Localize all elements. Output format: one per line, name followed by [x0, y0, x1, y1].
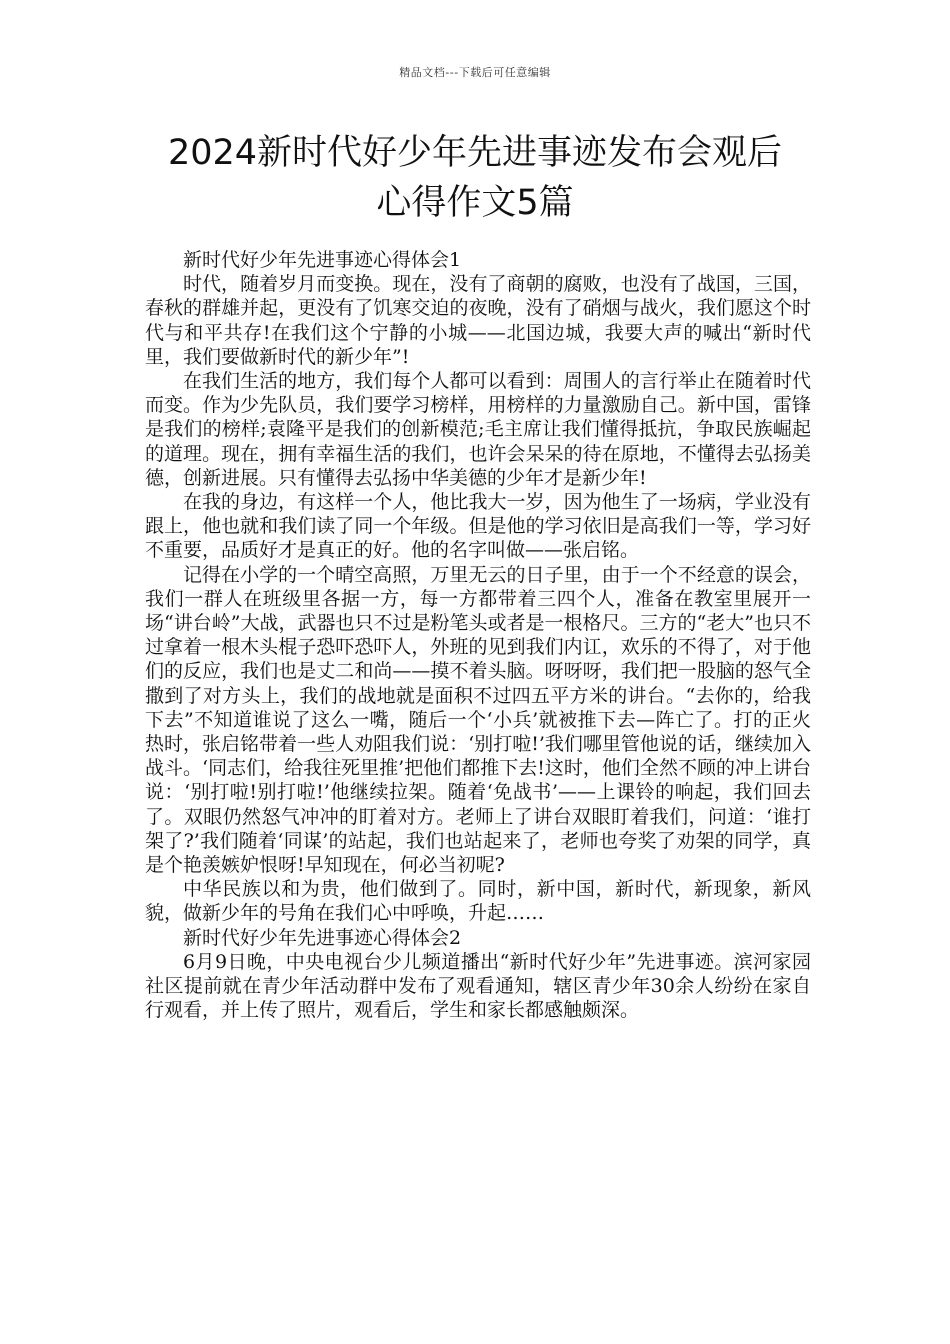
section-heading-2: 新时代好少年先进事迹心得体会2: [183, 926, 462, 949]
document-title: [140, 128, 810, 228]
header-note: 精品文档---下载后可任意编辑: [399, 66, 551, 79]
body-paragraph: 在我的身边，有这样一个人，他比我大一岁，因为他生了一场病，学业没有跟上，他也就和我们读了同一个年级。但是他的学习依旧是高我们一等，学习好不重要，品质好才是真正的好。他的名字叫做——张启铭。: [145, 491, 811, 562]
body-paragraph: 时代，随着岁月而变换。现在，没有了商朝的腐败，也没有了战国，三国，春秋的群雄并起，更没有了饥寒交迫的夜晚，没有了硝烟与战火，我们愿这个时代与和平共存!在我们这个宁静的小城——北国边城，我要大声的喊出“新时代里，我们要做新时代的新少年”!: [145, 273, 811, 368]
body-paragraph: 中华民族以和为贵，他们做到了。同时，新中国，新时代，新现象，新风貌，做新少年的号角在我们心中呼唤，升起……: [145, 878, 811, 925]
section-heading-1: 新时代好少年先进事迹心得体会1: [183, 249, 462, 271]
document-body: [145, 248, 811, 1023]
body-paragraph: 在我们生活的地方，我们每个人都可以看到：周围人的言行举止在随着时代而变。作为少先队员，我们要学习榜样，用榜样的力量激励自己。新中国，雷锋是我们的榜样;袁隆平是我们的创新模范;毛主席让我们懂得抵抗，争取民族崛起的道理。现在，拥有幸福生活的我们，也许会呆呆的待在原地，不懂得去弘扬美德，创新进展。只有懂得去弘扬中华美德的少年才是新少年!: [145, 370, 811, 489]
body-paragraph: 6月9日晚，中央电视台少儿频道播出“新时代好少年”先进事迹。滨河家园社区提前就在青少年活动群中发布了观看通知，辖区青少年30余人纷纷在家自行观看，并上传了照片，观看后，学生和家长都感触颇深。: [145, 950, 811, 1022]
body-paragraph: 记得在小学的一个晴空高照，万里无云的日子里，由于一个不经意的误会，我们一群人在班级里各据一方，每一方都带着三四个人，准备在教室里展开一场“讲台岭”大战，武器也只不过是粉笔头或者是一根格尺。三方的“老大”也只不过拿着一根木头棍子恐吓恐吓人，外班的见到我们内讧，欢乐的不得了，对于他们的反应，我们也是丈二和尚——摸不着头脑。呀呀呀，我们把一股脑的怒气全撒到了对方头上，我们的战地就是面积不过四五平方米的讲台。“去你的，给我下去”不知道谁说了这么一嘴，随后一个‘小兵’就被推下去—阵亡了。打的正火热时，张启铭带着一些人劝阻我们说：‘别打啦!’我们哪里管他说的话，继续加入战斗。‘同志们，给我往死里推’把他们都推下去!这时，他们全然不顾的冲上讲台说：‘别打啦!别打啦!’他继续拉架。随着‘免战书’——上课铃的响起，我们回去了。双眼仍然怒气冲冲的盯着对方。老师上了讲台双眼盯着我们，问道：‘谁打架了?’我们随着‘同谋’的站起，我们也站起来了，老师也夸奖了劝架的同学，真是个艳羡嫉妒恨呀!早知现在，何必当初呢?: [145, 563, 811, 877]
document-title-line-1: 2024新时代好少年先进事迹发布会观后: [167, 133, 783, 173]
document-title-line-2: 心得作文5篇: [376, 183, 574, 223]
